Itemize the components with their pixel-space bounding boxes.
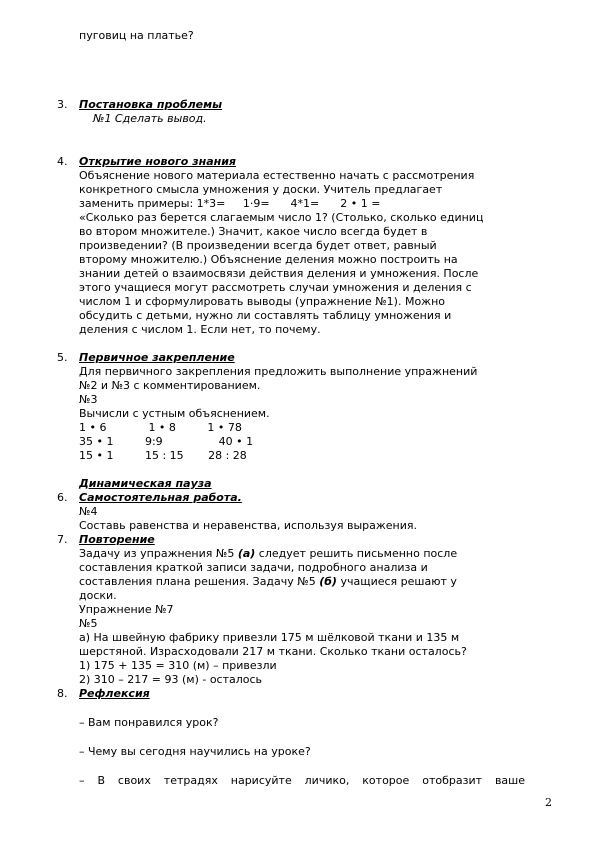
text-line: Вычисли с устным объяснением. [79,407,270,420]
list-number: 3. [57,98,68,111]
text-line [79,575,457,589]
text-line: №1 Сделать вывод. [93,112,207,125]
text-line: – В своих тетрадях нарисуйте личико, которое отобразит ваше [79,774,525,787]
text-line: обсудить с детьми, нужно ли составлять таблицу умножения и [79,309,452,322]
text-span: Задачу из упражнения №5 [79,547,238,560]
text-line: конкретного смысла умножения у доски. Учитель предлагает [79,183,443,196]
text-line: числом 1 и сформулировать выводы (упражнение №1). Можно [79,295,446,308]
text-line: 1 • 6 1 • 8 1 • 78 [79,421,242,434]
section-heading-problem: Постановка проблемы [79,98,223,111]
text-line: Объяснение нового материала естественно начать с рассмотрения [79,169,475,182]
text-line: доски. [79,589,117,602]
text-line: №4 [79,505,98,518]
text-line: 35 • 1 9:9 40 • 1 [79,435,254,448]
text-line: а) На швейную фабрику привезли 175 м шёлковой ткани и 135 м [79,631,460,644]
text-span: учащиеся решают у [336,575,457,588]
section-heading-pause: Динамическая пауза [79,477,212,490]
text-line: Упражнение №7 [79,603,174,616]
section-heading-independent-work: Самостоятельная работа. [79,491,242,504]
text-line: составления краткой записи задачи, подробного анализа и [79,561,428,574]
text-line: 15 • 1 15 : 15 28 : 28 [79,449,247,462]
page-number: 2 [545,796,552,809]
list-number: 4. [57,155,68,168]
text-line: деления с числом 1. Если нет, то почему. [79,323,321,336]
text-line: №3 [79,393,98,406]
section-heading-reflection: Рефлексия [79,687,150,700]
section-heading-new-knowledge: Открытие нового знания [79,155,236,168]
task-part-label: (а) [237,547,256,560]
text-line: знании детей о взаимосвязи действия деления и умножения. После [79,267,479,280]
text-line: пуговиц на платье? [79,29,194,42]
text-line: №5 [79,617,98,630]
list-number: 8. [57,687,68,700]
text-line [79,547,457,561]
list-number: 5. [57,351,68,364]
text-line: «Сколько раз берется слагаемым число 1? (Столько, сколько единиц [79,211,484,224]
text-line: – Чему вы сегодня научились на уроке? [79,745,311,758]
text-line: произведении? (В произведении всегда будет ответ, равный [79,239,437,252]
text-span: следует решить письменно после [255,547,458,560]
text-line: Составь равенства и неравенства, используя выражения. [79,519,417,532]
text-line: шерстяной. Израсходовали 217 м ткани. Сколько ткани осталось? [79,645,467,658]
task-part-label: (б) [319,575,337,588]
text-line: №2 и №3 с комментированием. [79,379,261,392]
text-line: заменить примеры: 1*3= 1·9= 4*1= 2 • 1 = [79,197,381,210]
list-number: 7. [57,533,68,546]
text-span: составления плана решения. Задачу №5 [79,575,320,588]
list-number: 6. [57,491,68,504]
text-line: второму множителю.) Объяснение деления можно построить на [79,253,458,266]
text-line: Для первичного закрепления предложить выполнение упражнений [79,365,478,378]
text-line: этого учащиеся могут рассмотреть случаи умножения и деления с [79,281,472,294]
text-line: 1) 175 + 135 = 310 (м) – привезли [79,659,277,672]
text-line: во втором множителе.) Значит, какое число всегда будет в [79,225,428,238]
text-line: – Вам понравился урок? [79,716,219,729]
section-heading-consolidation: Первичное закрепление [79,351,235,364]
text-line: 2) 310 – 217 = 93 (м) - осталось [79,673,263,686]
section-heading-review: Повторение [79,533,155,546]
